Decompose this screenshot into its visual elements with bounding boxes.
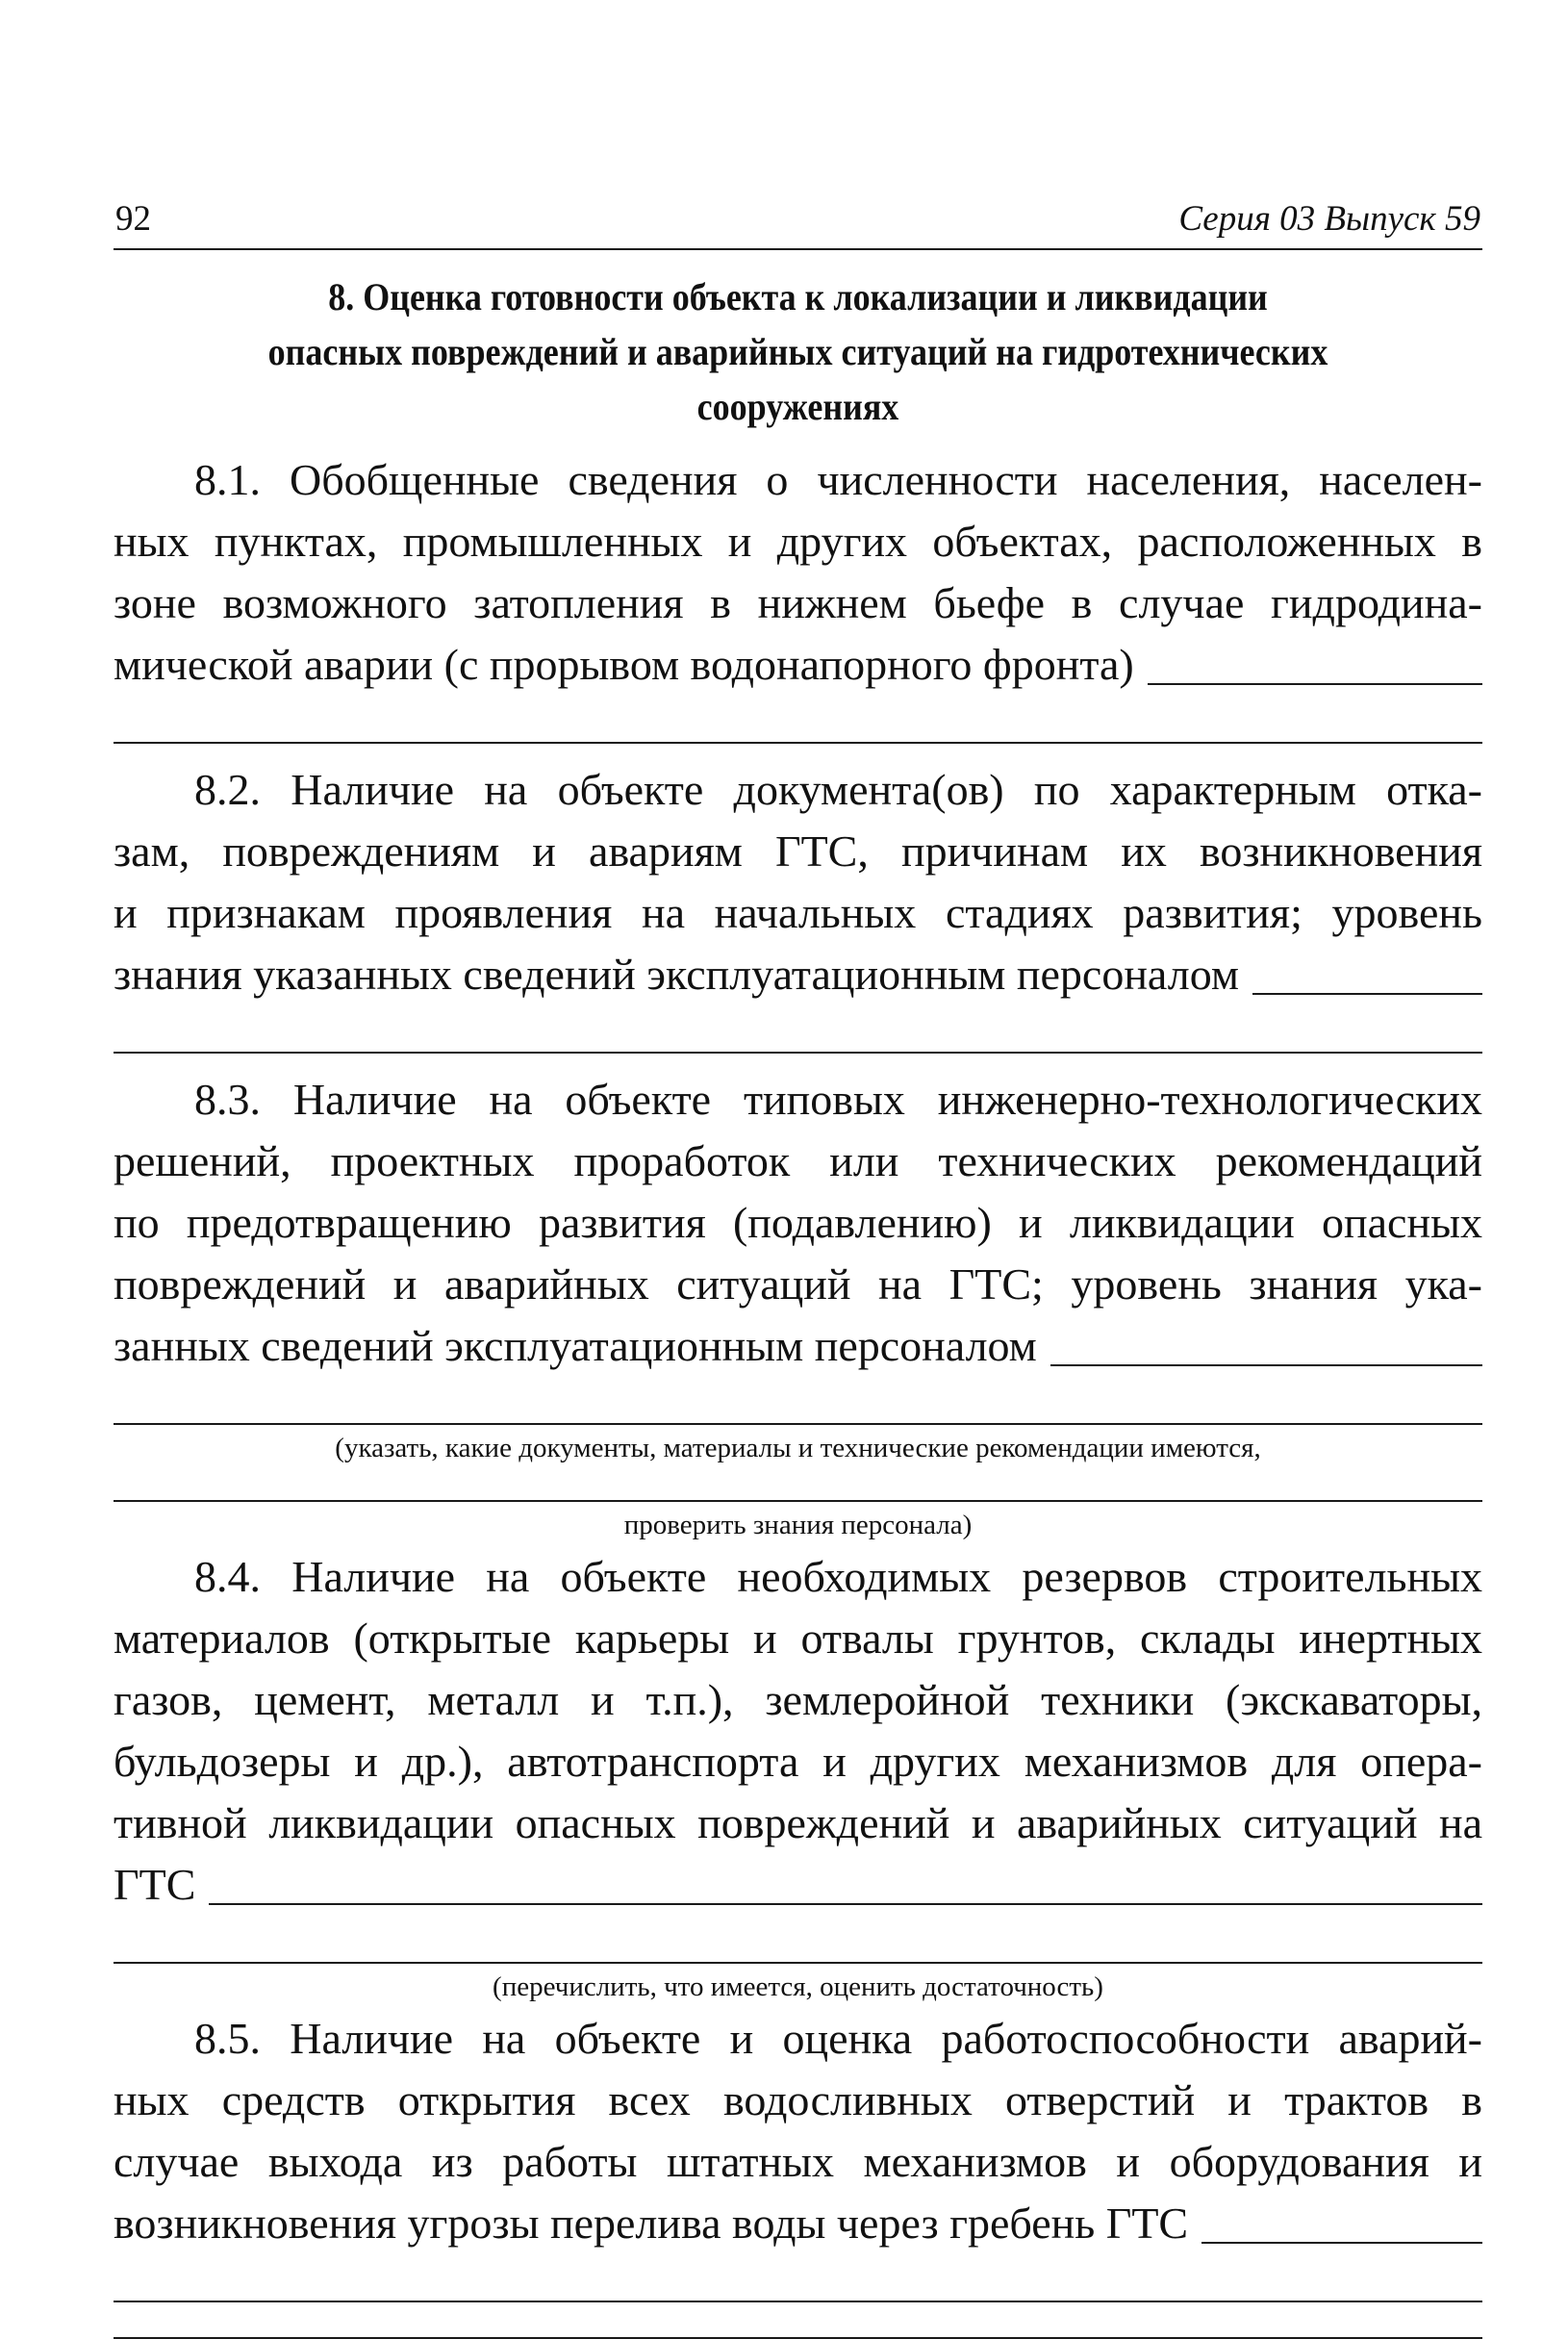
answer-line[interactable] — [114, 696, 1482, 744]
paragraph-line: 8.1. Обобщенные сведения о численности населения, населен- — [194, 455, 1482, 504]
section-title-line: 8. Оценка готовности объекта к локализации и ликвидации — [328, 275, 1268, 318]
paragraph-line: по предотвращению развития (подавлению) и ликвидации опасных — [114, 1198, 1482, 1247]
answer-line[interactable] — [114, 2302, 1482, 2339]
paragraph-line-text: ГТС — [114, 1860, 196, 1909]
item-8-4 — [114, 1546, 1482, 2006]
answer-blank[interactable] — [1148, 672, 1482, 685]
paragraph-line: зоне возможного затопления в нижнем бьефе в случае гидродина- — [114, 578, 1482, 627]
paragraph-line-text: занных сведений эксплуатационным персоналом — [114, 1321, 1037, 1370]
paragraph-line-with-blank — [114, 944, 1482, 1005]
answer-line[interactable] — [114, 1005, 1482, 1054]
item-paragraph — [114, 2008, 1482, 2254]
paragraph-line-text: мической аварии (с прорывом водонапорного фронта) — [114, 640, 1134, 689]
paragraph-line: газов, цемент, металл и т.п.), землеройной техники (экскаваторы, — [114, 1675, 1482, 1724]
series-label: Серия 03 Выпуск 59 — [1178, 199, 1480, 239]
item-8-2 — [114, 759, 1482, 1054]
paragraph-line: 8.4. Наличие на объекте необходимых резервов строительных — [194, 1552, 1482, 1601]
paragraph-line: 8.3. Наличие на объекте типовых инженерно-технологических — [194, 1075, 1482, 1124]
answer-blank[interactable] — [1252, 981, 1482, 995]
answer-line[interactable] — [114, 1467, 1482, 1502]
paragraph-line-with-blank — [114, 1854, 1482, 1916]
item-8-3 — [114, 1069, 1482, 1544]
answer-line[interactable] — [114, 2254, 1482, 2302]
answer-line[interactable] — [114, 1377, 1482, 1425]
paragraph-line: решений, проектных проработок или технических рекомендаций — [114, 1136, 1482, 1185]
section-title-line: опасных повреждений и аварийных ситуаций на гидротехнических — [267, 330, 1328, 373]
paragraph-line: и признакам проявления на начальных стадиях развития; уровень — [114, 888, 1482, 937]
paragraph-line: 8.5. Наличие на объекте и оценка работоспособности аварий- — [194, 2014, 1482, 2063]
running-head — [114, 191, 1482, 250]
paragraph-line: случае выхода из работы штатных механизмов и оборудования и — [114, 2137, 1482, 2186]
paragraph-line: зам, повреждениям и авариям ГТС, причинам их возникновения — [114, 826, 1482, 876]
paragraph-line: тивной ликвидации опасных повреждений и аварийных ситуаций на — [114, 1798, 1482, 1847]
item-8-5 — [114, 2008, 1482, 2339]
field-hint: проверить знания персонала) — [623, 1510, 973, 1540]
paragraph-line: материалов (открытые карьеры и отвалы грунтов, склады инертных — [114, 1614, 1482, 1663]
section-title — [182, 269, 1414, 434]
item-paragraph — [114, 1069, 1482, 1377]
section-title-line: сооружениях — [696, 385, 899, 428]
item-paragraph — [114, 1546, 1482, 1916]
paragraph-line-text: знания указанных сведений эксплуатационным персоналом — [114, 950, 1239, 999]
paragraph-line-with-blank — [114, 2193, 1482, 2254]
paragraph-line: повреждений и аварийных ситуаций на ГТС; уровень знания ука- — [114, 1259, 1482, 1309]
field-hint: (указать, какие документы, материалы и технические рекомендации имеются, — [335, 1433, 1261, 1463]
field-hint: (перечислить, что имеется, оценить достаточность) — [493, 1971, 1103, 2002]
item-paragraph — [114, 449, 1482, 696]
paragraph-line: ных пунктах, промышленных и других объектах, расположенных в — [114, 517, 1482, 566]
item-8-1 — [114, 449, 1482, 744]
page-number: 92 — [115, 199, 151, 239]
paragraph-line: бульдозеры и др.), автотранспорта и других механизмов для опера- — [114, 1737, 1482, 1786]
paragraph-line: ных средств открытия всех водосливных отверстий и трактов в — [114, 2075, 1482, 2124]
answer-blank[interactable] — [1050, 1353, 1482, 1366]
answer-blank[interactable] — [209, 1892, 1482, 1905]
paragraph-line-with-blank — [114, 1315, 1482, 1377]
answer-blank[interactable] — [1201, 2230, 1482, 2244]
paragraph-line-text: возникновения угрозы перелива воды через гребень ГТС — [114, 2199, 1189, 2248]
paragraph-line: 8.2. Наличие на объекте документа(ов) по характерным отка- — [194, 765, 1482, 814]
document-page — [114, 191, 1482, 2339]
item-paragraph — [114, 759, 1482, 1005]
answer-line[interactable] — [114, 1916, 1482, 1964]
paragraph-line-with-blank — [114, 634, 1482, 696]
